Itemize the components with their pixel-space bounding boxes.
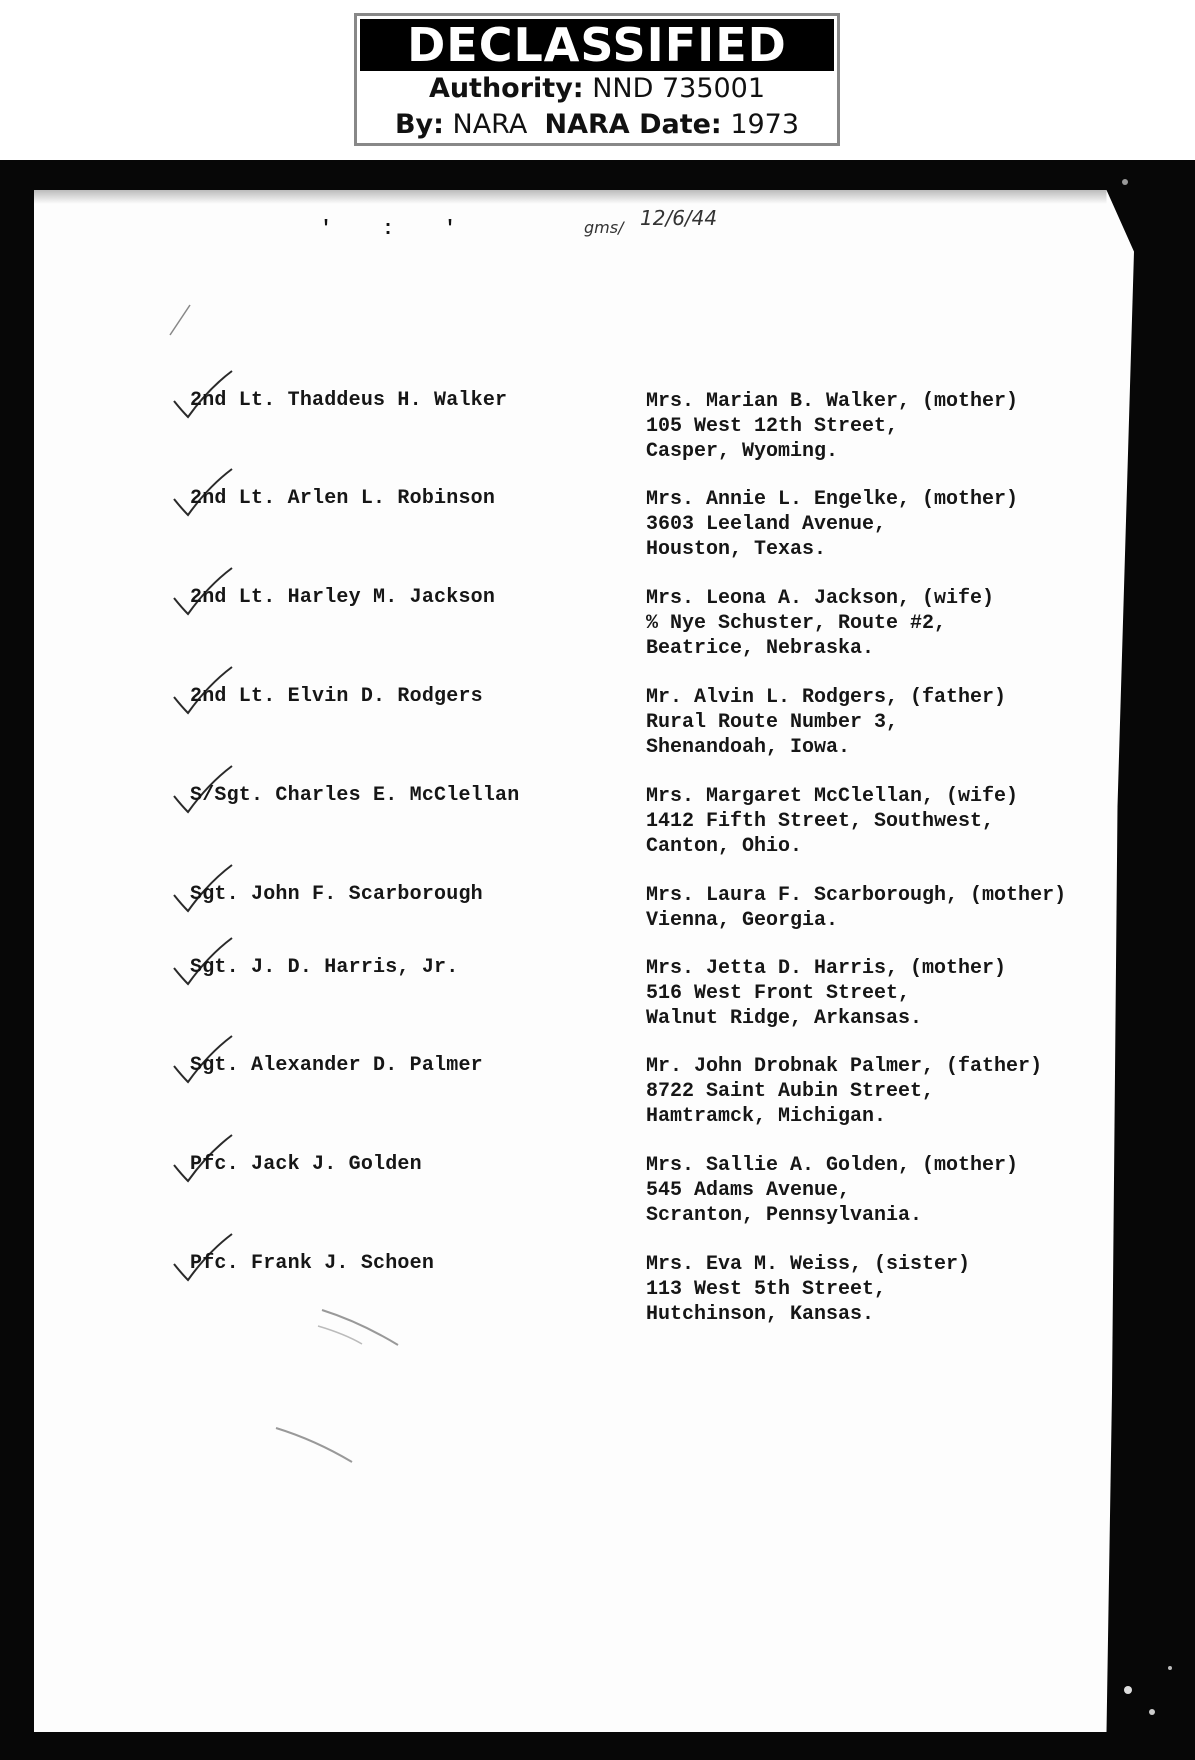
address-line: 1412 Fifth Street, Southwest,: [646, 810, 995, 833]
stamp-title: DECLASSIFIED: [360, 19, 834, 71]
stamp-authority-value: NND 735001: [592, 73, 766, 104]
address-line: Mrs. Marian B. Walker, (mother): [646, 390, 1019, 413]
handwritten-initials: gms/: [584, 218, 624, 237]
address-line: Hutchinson, Kansas.: [646, 1303, 875, 1326]
stamp-by-value: NARA: [452, 109, 528, 140]
address-line: 113 West 5th Street,: [646, 1278, 887, 1301]
address-line: Walnut Ridge, Arkansas.: [646, 1007, 923, 1030]
address-line: Rural Route Number 3,: [646, 711, 899, 734]
address-line: Mrs. Sallie A. Golden, (mother): [646, 1154, 1019, 1177]
address-line: Houston, Texas.: [646, 538, 827, 561]
address-line: 8722 Saint Aubin Street,: [646, 1080, 935, 1103]
address-line: 105 West 12th Street,: [646, 415, 899, 438]
soldier-name: Pfc. Frank J. Schoen: [190, 1252, 435, 1275]
address-line: % Nye Schuster, Route #2,: [646, 612, 947, 635]
handwritten-date: 12/6/44: [640, 206, 718, 230]
soldier-name: Sgt. Alexander D. Palmer: [190, 1054, 483, 1077]
stamp-date-label: NARA Date:: [544, 109, 722, 140]
soldier-name: 2nd Lt. Harley M. Jackson: [190, 586, 496, 609]
address-line: Mrs. Eva M. Weiss, (sister): [646, 1253, 971, 1276]
address-line: Mr. John Drobnak Palmer, (father): [646, 1055, 1043, 1078]
address-line: Mrs. Laura F. Scarborough, (mother): [646, 884, 1067, 907]
soldier-name: Sgt. John F. Scarborough: [190, 883, 483, 906]
address-line: Hamtramck, Michigan.: [646, 1105, 887, 1128]
address-line: Scranton, Pennsylvania.: [646, 1204, 923, 1227]
address-line: Mrs. Margaret McClellan, (wife): [646, 785, 1019, 808]
soldier-name: 2nd Lt. Elvin D. Rodgers: [190, 685, 483, 708]
punch-marks: ' : ': [320, 218, 457, 241]
stamp-by-label: By:: [394, 109, 444, 140]
address-line: Vienna, Georgia.: [646, 909, 839, 932]
address-line: Canton, Ohio.: [646, 835, 803, 858]
stamp-date-value: 1973: [730, 109, 800, 140]
soldier-name: 2nd Lt. Thaddeus H. Walker: [190, 389, 508, 412]
address-line: Mr. Alvin L. Rodgers, (father): [646, 686, 1007, 709]
soldier-name: Sgt. J. D. Harris, Jr.: [190, 956, 459, 979]
address-line: Beatrice, Nebraska.: [646, 637, 875, 660]
address-line: Mrs. Jetta D. Harris, (mother): [646, 957, 1007, 980]
soldier-name: Pfc. Jack J. Golden: [190, 1153, 422, 1176]
address-line: 516 West Front Street,: [646, 982, 911, 1005]
address-line: Mrs. Leona A. Jackson, (wife): [646, 587, 995, 610]
address-line: Shenandoah, Iowa.: [646, 736, 851, 759]
soldier-name: S/Sgt. Charles E. McClellan: [190, 784, 520, 807]
stamp-authority-label: Authority:: [428, 73, 584, 104]
address-line: Mrs. Annie L. Engelke, (mother): [646, 488, 1019, 511]
soldier-name: 2nd Lt. Arlen L. Robinson: [190, 487, 496, 510]
address-line: 545 Adams Avenue,: [646, 1179, 851, 1202]
address-line: 3603 Leeland Avenue,: [646, 513, 887, 536]
address-line: Casper, Wyoming.: [646, 440, 839, 463]
